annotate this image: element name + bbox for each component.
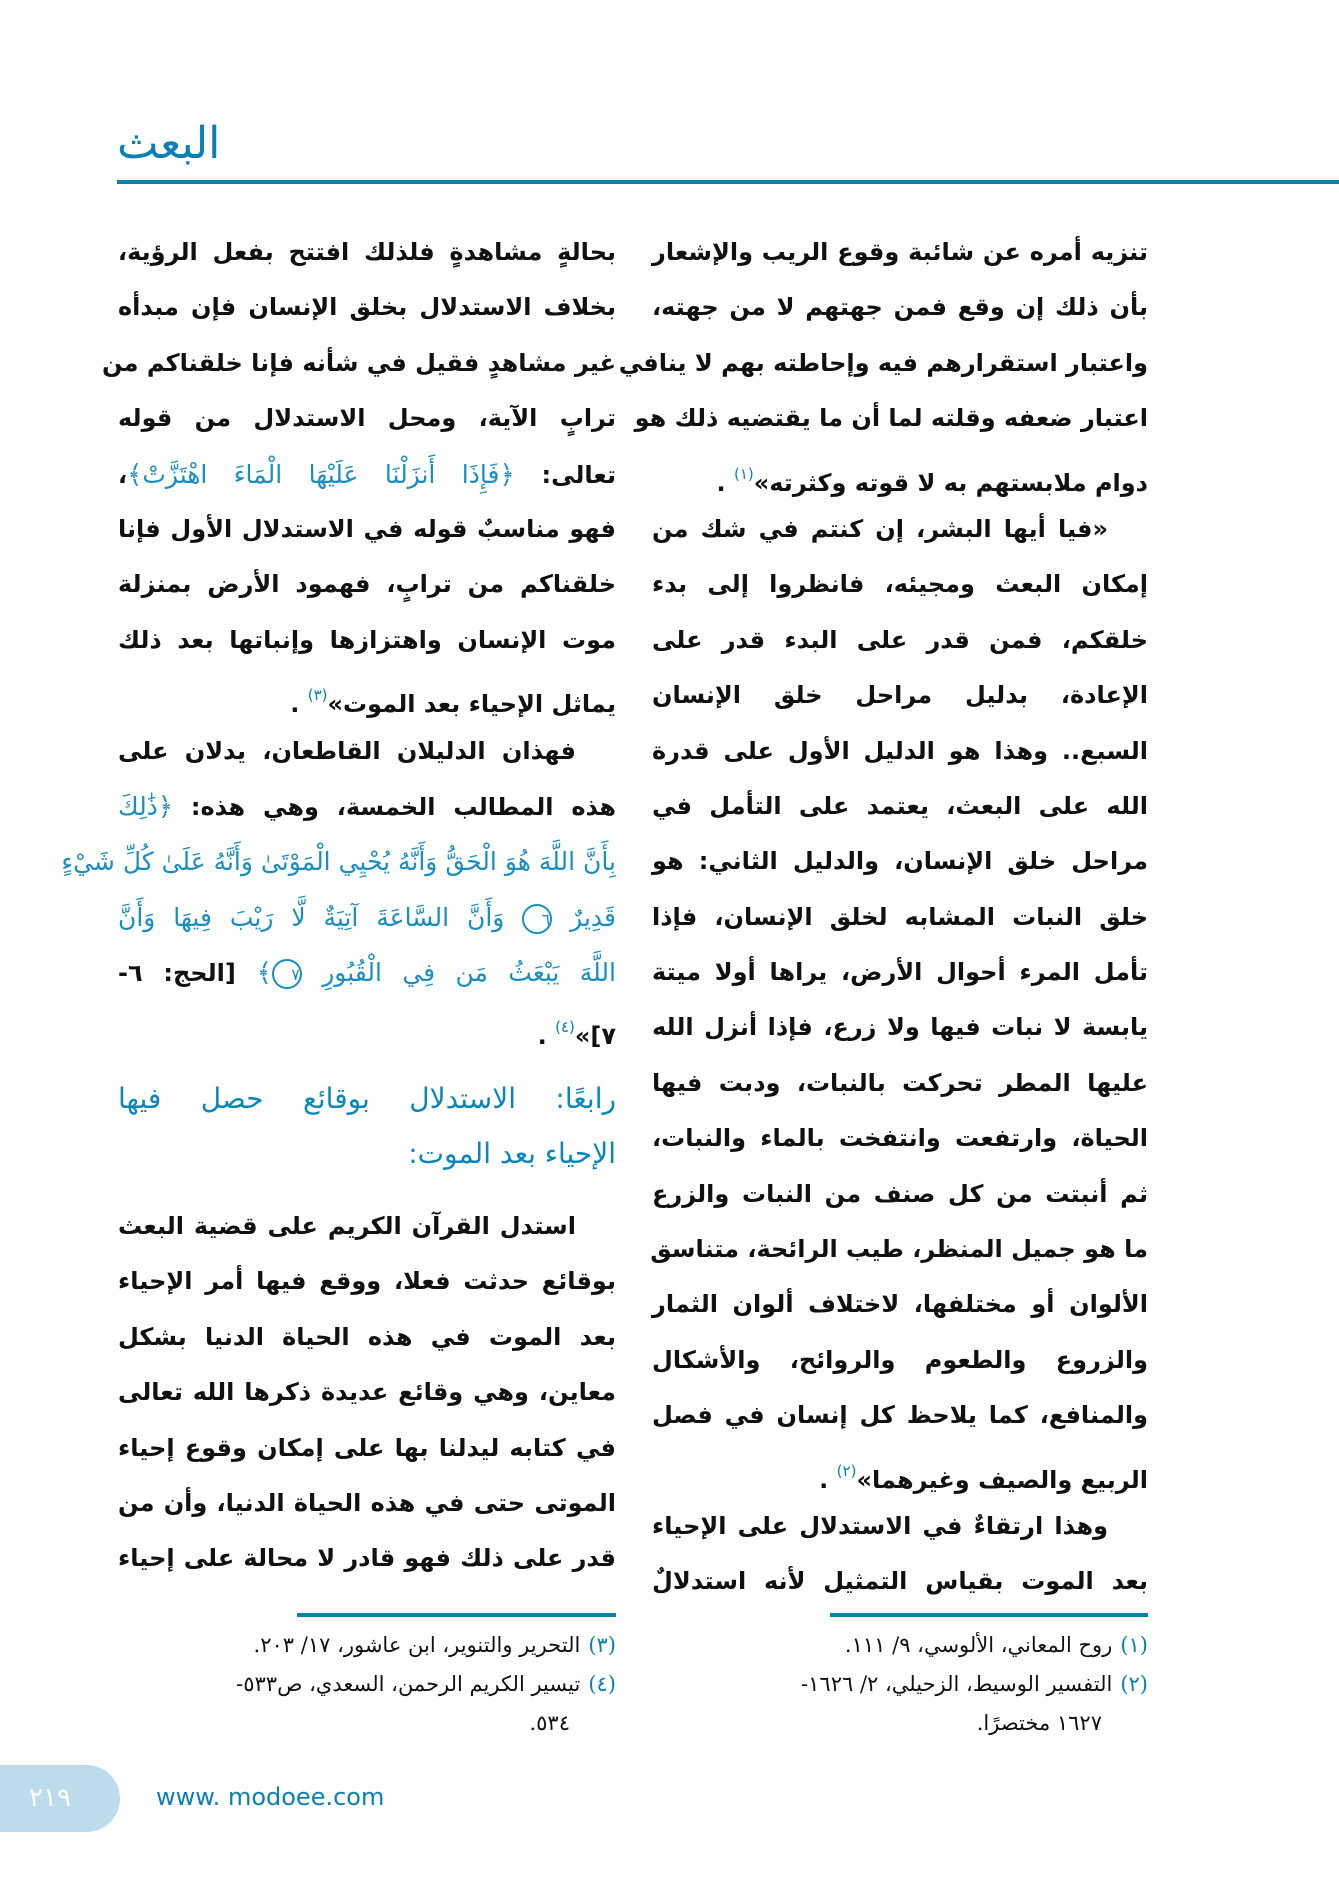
text-line bbox=[652, 834, 1148, 889]
quran-text: ذَٰلِكَ bbox=[118, 791, 158, 821]
text-line bbox=[652, 890, 1148, 945]
ayah-number: ٦ bbox=[522, 904, 552, 934]
footnote-number: (١) bbox=[1120, 1633, 1148, 1657]
section-heading bbox=[118, 1071, 616, 1182]
text-line bbox=[652, 447, 1148, 502]
text-line bbox=[652, 1222, 1148, 1277]
body-text: ثم أنبتت من كل صنف من النبات والزرع bbox=[652, 1179, 1148, 1208]
quran-bracket: ﴾ bbox=[127, 459, 143, 490]
body-text: تنزيه أمره عن شائبة وقوع الريب والإشعار bbox=[652, 238, 1148, 266]
quran-bracket: ﴿ bbox=[499, 459, 515, 490]
footnote-text: التحرير والتنوير، ابن عاشور، ١٧/ ٢٠٣. bbox=[253, 1633, 581, 1657]
page-number: ٢١٩ bbox=[29, 1783, 71, 1813]
body-text: والمنافع، كما يلاحظ كل إنسان في فصل bbox=[652, 1401, 1148, 1430]
text-line bbox=[618, 336, 1148, 391]
body-text: موت الإنسان واهتزازها وإنباتها بعد ذلك bbox=[118, 625, 616, 654]
footnotes-left bbox=[118, 1626, 616, 1743]
footnote-ref[interactable]: (٤) bbox=[555, 1018, 575, 1037]
text-line bbox=[102, 336, 616, 391]
body-text: معاين، وهي وقائع عديدة ذكرها الله تعالى bbox=[118, 1378, 616, 1407]
text-line bbox=[118, 1254, 616, 1309]
text-line bbox=[652, 1111, 1148, 1166]
body-text: هذه المطالب الخمسة، وهي هذه: bbox=[173, 792, 616, 821]
text-line bbox=[652, 668, 1148, 723]
text-line bbox=[118, 557, 616, 612]
text-line bbox=[118, 1421, 616, 1476]
body-text: الربيع والصيف وغيرهما» bbox=[856, 1465, 1148, 1494]
text-line bbox=[652, 1333, 1148, 1388]
text-line bbox=[61, 834, 616, 889]
website-link[interactable]: www. modoee.com bbox=[156, 1783, 385, 1811]
heading-line: الإحياء بعد الموت: bbox=[408, 1137, 616, 1171]
body-text: إمكان البعث ومجيئه، فانظروا إلى بدء bbox=[652, 570, 1148, 599]
body-text: تعالى: bbox=[514, 460, 616, 489]
body-text: غير مشاهدٍ فقيل في شأنه فإنا خلقناكم من bbox=[102, 348, 616, 377]
body-text: بحالةٍ مشاهدةٍ فلذلك افتتح بفعل الرؤية، bbox=[118, 238, 616, 266]
body-text: بوقائع حدثت فعلا، ووقع فيها أمر الإحياء bbox=[118, 1267, 616, 1296]
text-line bbox=[652, 779, 1148, 834]
text-line bbox=[652, 945, 1148, 1000]
footnote-ref[interactable]: (٣) bbox=[307, 686, 328, 705]
text-line bbox=[118, 1199, 616, 1254]
body-text: بعد الموت في هذه الحياة الدنيا بشكل bbox=[118, 1322, 616, 1351]
body-text: في كتابه ليدلنا بها على إمكان وقوع إحياء bbox=[118, 1433, 616, 1462]
footnote-divider bbox=[297, 1613, 616, 1617]
page-number-badge bbox=[0, 1765, 120, 1832]
footnote-text: التفسير الوسيط، الزحيلي، ٢/ ١٦٢٦- bbox=[801, 1672, 1113, 1696]
body-text: . bbox=[716, 468, 734, 497]
text-line bbox=[118, 1365, 616, 1420]
text-line bbox=[652, 280, 1148, 335]
footnote-text: روح المعاني، الألوسي، ٩/ ١١١. bbox=[844, 1633, 1113, 1657]
text-line bbox=[118, 668, 616, 723]
body-text: دوام ملابستهم به لا قوته وكثرته» bbox=[753, 468, 1148, 497]
body-text: الله على البعث، يعتمد على التأمل في bbox=[652, 791, 1148, 820]
body-text: بخلاف الاستدلال بخلق الإنسان فإن مبدأه bbox=[118, 293, 616, 322]
ayah-number: ٧ bbox=[272, 959, 302, 989]
body-text: وهذا ارتقاءٌ في الاستدلال على الإحياء bbox=[652, 1511, 1108, 1540]
text-line bbox=[118, 724, 616, 779]
text-line bbox=[652, 613, 1148, 668]
text-line bbox=[652, 1056, 1148, 1111]
body-text: بعد الموت بقياس التمثيل لأنه استدلالٌ bbox=[652, 1567, 1148, 1596]
footnote-4 bbox=[118, 1665, 616, 1704]
body-text: فهو مناسبٌ قوله في الاستدلال الأول فإنا bbox=[118, 514, 616, 543]
text-line bbox=[652, 724, 1148, 779]
quran-text: فَإِذَا أَنزَلْنَا عَلَيْهَا الْمَاءَ اهْتَزَّتْ bbox=[142, 459, 500, 489]
text-line bbox=[652, 1554, 1148, 1609]
text-line bbox=[652, 1388, 1148, 1443]
footnote-number: (٤) bbox=[588, 1672, 616, 1696]
body-text: خلق النبات المشابه لخلق الإنسان، فإذا bbox=[652, 902, 1148, 931]
text-line bbox=[118, 502, 616, 557]
body-text: اعتبار ضعفه وقلته لما أن ما يقتضيه ذلك هو bbox=[634, 404, 1148, 433]
text-line bbox=[118, 890, 616, 945]
body-text: الإعادة، بدليل مراحل خلق الإنسان bbox=[652, 681, 1148, 710]
footnote-3 bbox=[118, 1626, 616, 1665]
body-text: يابسة لا نبات فيها ولا زرع، فإذا أنزل الله bbox=[652, 1013, 1148, 1042]
text-line bbox=[118, 225, 616, 280]
right-text-column bbox=[618, 225, 1148, 1610]
text-line bbox=[652, 502, 1148, 557]
body-text: . bbox=[537, 1022, 556, 1051]
body-text: يماثل الإحياء بعد الموت» bbox=[327, 690, 616, 719]
text-line bbox=[652, 1277, 1148, 1332]
body-text: الموتى حتى في هذه الحياة الدنيا، وأن من bbox=[118, 1488, 616, 1517]
text-line bbox=[118, 779, 616, 834]
body-text: استدل القرآن الكريم على قضية البعث bbox=[118, 1212, 576, 1240]
body-text: ما هو جميل المنظر، طيب الرائحة، متناسق bbox=[650, 1235, 1148, 1264]
quran-text: اللَّهَ يَبْعَثُ مَن فِي الْقُبُورِ bbox=[301, 958, 616, 988]
text-line bbox=[652, 1000, 1148, 1055]
body-text: مراحل خلق الإنسان، والدليل الثاني: هو bbox=[652, 847, 1148, 876]
chapter-title: البعث bbox=[117, 118, 221, 169]
footnote-4-continued: ٥٣٤. bbox=[529, 1711, 570, 1735]
text-line bbox=[118, 447, 616, 502]
header-divider bbox=[117, 180, 1339, 184]
quran-text: وَأَنَّ السَّاعَةَ آتِيَةٌ لَّا رَيْبَ فِيهَا وَأَنَّ bbox=[118, 902, 523, 932]
body-text: بأن ذلك إن وقع فمن جهتهم لا من جهته، bbox=[652, 293, 1148, 322]
footnotes-right bbox=[652, 1626, 1148, 1743]
text-line bbox=[118, 945, 616, 1000]
footnote-ref[interactable]: (٢) bbox=[836, 1461, 857, 1480]
text-line bbox=[634, 391, 1148, 446]
footnote-1 bbox=[652, 1626, 1148, 1665]
body-text: . bbox=[819, 1465, 837, 1494]
body-text: واعتبار استقرارهم فيه وإحاطته بهم لا ينافي bbox=[618, 348, 1148, 377]
body-text: فهذان الدليلان القاطعان، يدلان على bbox=[118, 736, 576, 765]
body-text: . bbox=[290, 690, 308, 719]
text-line bbox=[118, 1310, 616, 1365]
quran-bracket: ﴿ bbox=[157, 791, 174, 822]
text-line bbox=[118, 613, 616, 668]
body-text: خلقناكم من ترابٍ، فهمود الأرض بمنزلة bbox=[118, 570, 616, 599]
footnote-number: (٣) bbox=[588, 1633, 616, 1657]
text-line bbox=[652, 225, 1148, 280]
footnote-ref[interactable]: (١) bbox=[733, 464, 754, 483]
body-text: خلقكم، فمن قدر على البدء قدر على bbox=[652, 625, 1148, 654]
text-line bbox=[652, 1444, 1148, 1499]
footnote-number: (٢) bbox=[1120, 1672, 1148, 1696]
footnote-2-continued: ١٦٢٧ مختصرًا. bbox=[976, 1711, 1102, 1735]
body-text: [الحج: ٦- bbox=[118, 959, 257, 988]
body-text: «فيا أيها البشر، إن كنتم في شك من bbox=[652, 514, 1108, 543]
text-line bbox=[118, 1531, 616, 1586]
body-text: ٧]» bbox=[574, 1022, 616, 1051]
text-line bbox=[652, 1499, 1148, 1554]
quran-text: قَدِيرٌ bbox=[552, 902, 616, 932]
body-text: السبع.. وهذا هو الدليل الأول على قدرة bbox=[652, 736, 1148, 765]
text-line bbox=[652, 1167, 1148, 1222]
left-text-column bbox=[61, 225, 616, 1056]
footnote-2 bbox=[652, 1665, 1148, 1704]
footnote-divider bbox=[830, 1613, 1148, 1617]
footnote-text: تيسير الكريم الرحمن، السعدي، ص٥٣٣- bbox=[236, 1672, 581, 1696]
body-text: الحياة، وارتفعت وانتفخت بالماء والنبات، bbox=[652, 1124, 1148, 1153]
text-line bbox=[118, 1000, 616, 1055]
body-text: والزروع والطعوم والروائح، والأشكال bbox=[652, 1345, 1148, 1374]
body-text: تأمل المرء أحوال الأرض، يراها أولا ميتة bbox=[652, 958, 1148, 987]
body-text: الألوان أو مختلفها، لاختلاف ألوان الثمار bbox=[652, 1290, 1148, 1319]
text-line bbox=[118, 280, 616, 335]
body-text: عليها المطر تحركت بالنبات، ودبت فيها bbox=[652, 1068, 1148, 1097]
text-line bbox=[118, 1476, 616, 1531]
body-text: قدر على ذلك فهو قادر لا محالة على إحياء bbox=[118, 1544, 616, 1573]
quran-text: بِأَنَّ اللَّهَ هُوَ الْحَقُّ وَأَنَّهُ يُحْيِي الْمَوْتَىٰ وَأَنَّهُ عَلَىٰ كُلِّ شَيْءٍ bbox=[61, 847, 616, 877]
left-paragraph bbox=[118, 1199, 616, 1587]
body-text: ، bbox=[118, 460, 128, 489]
body-text: ترابٍ الآية، ومحل الاستدلال من قوله bbox=[118, 404, 616, 433]
quran-bracket: ﴾ bbox=[256, 958, 272, 989]
heading-line: رابعًا: الاستدلال بوقائع حصل فيها bbox=[118, 1082, 616, 1115]
text-line bbox=[118, 391, 616, 446]
text-line bbox=[652, 557, 1148, 612]
